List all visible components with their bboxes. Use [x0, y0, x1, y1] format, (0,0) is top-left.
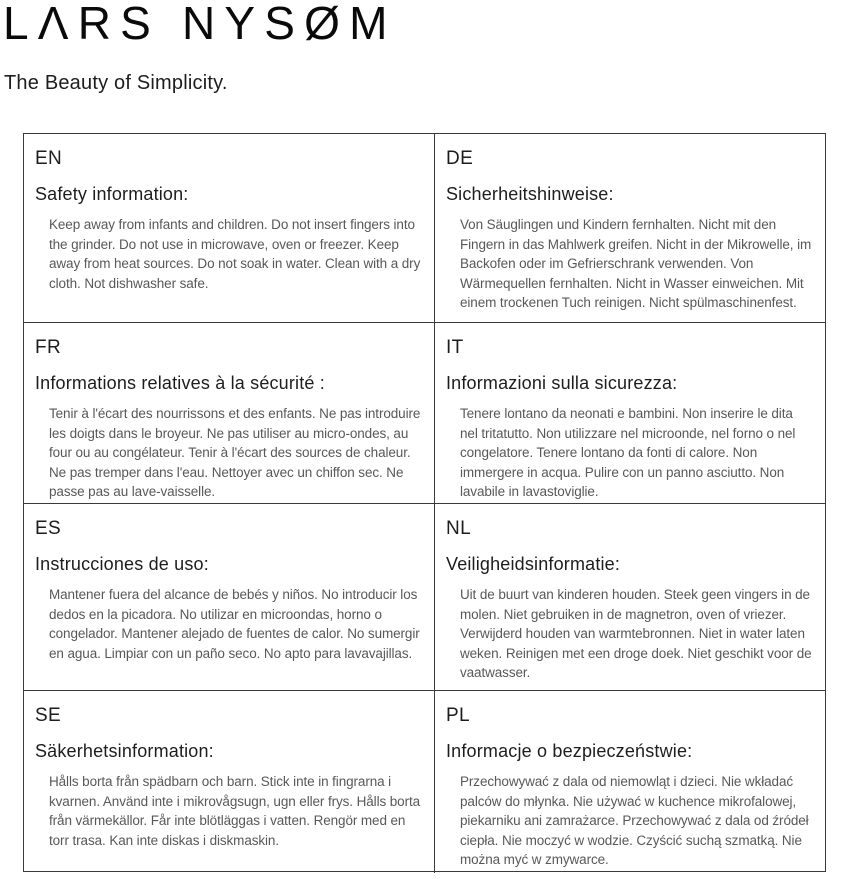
section-body-en: Keep away from infants and children. Do not insert fingers into the grinder. Do not use in microwave, oven or freezer. Keep away from heat sources. Do not soak in water. Clean with a dry cloth. Not dishwasher safe.: [49, 217, 421, 291]
section-heading-fr: Informations relatives à la sécurité :: [35, 373, 325, 393]
section-de: [435, 134, 825, 323]
section-body-se: Hålls borta från spädbarn och barn. Stick inte in fingrarna i kvarnen. Använd inte i mikrovågsugn, ugn eller frys. Hålls borta från värmekällor. Får inte blötläggas i vatten. Rengör med en torr trasa. Kan inte diskas i diskmaskin.: [49, 774, 421, 848]
language-grid: [23, 133, 826, 872]
language-code-it: IT: [446, 337, 464, 358]
section-body-fr: Tenir à l'écart des nourrissons et des enfants. Ne pas introduire les doigts dans le broyeur. Ne pas utiliser au micro-ondes, au four ou au congélateur. Tenir à l'écart des sources de chaleur. Ne pas tremper dans l'eau. Nettoyer avec un chiffon sec. Ne passe pas au lave-vaisselle.: [49, 406, 421, 499]
section-se: [24, 691, 435, 873]
section-pl: [435, 691, 825, 873]
language-code-nl: NL: [446, 518, 472, 539]
section-en: [24, 134, 435, 323]
section-es: [24, 504, 435, 691]
section-body-de: Von Säuglingen und Kindern fernhalten. Nicht mit den Fingern in das Mahlwerk greifen. Nicht in der Mikrowelle, im Backofen oder im Gefrierschrank verwenden. Von Wärmequellen fernhalten. Nicht in Wasser einweichen. Mit einem trockenen Tuch reinigen. Nicht spülmaschinenfest.: [460, 217, 812, 310]
section-heading-de: Sicherheitshinweise:: [446, 184, 614, 204]
language-code-se: SE: [35, 705, 62, 726]
section-nl: [435, 504, 825, 691]
section-fr: [24, 323, 435, 504]
language-code-fr: FR: [35, 337, 62, 358]
language-code-pl: PL: [446, 705, 470, 726]
section-heading-se: Säkerhetsinformation:: [35, 741, 214, 761]
section-heading-es: Instrucciones de uso:: [35, 554, 209, 574]
language-code-es: ES: [35, 518, 62, 539]
section-heading-it: Informazioni sulla sicurezza:: [446, 373, 678, 393]
section-body-es: Mantener fuera del alcance de bebés y niños. No introducir los dedos en la picadora. No utilizar en microondas, horno o congelador. Mantener alejado de fuentes de calor. No sumergir en agua. Limpiar con un paño seco. No apto para lavavajillas.: [49, 587, 420, 661]
section-body-pl: Przechowywać z dala od niemowląt i dzieci. Nie wkładać palców do młynka. Nie używać w kuchence mikrofalowej, piekarniku ani zamrażarce. Przechowywać z dala od źródeł ciepła. Nie moczyć w wodzie. Czyścić suchą szmatką. Nie można myć w zmywarce.: [460, 774, 809, 867]
brand-tagline: The Beauty of Simplicity.: [4, 72, 228, 94]
section-body-it: Tenere lontano da neonati e bambini. Non inserire le dita nel tritatutto. Non utilizzare nel microonde, nel forno o nel congelatore. Tenere lontano da fonti di calore. Non immergere in acqua. Pulire con un panno asciutto. Non lavabile in lavastoviglie.: [460, 406, 796, 499]
section-heading-en: Safety information:: [35, 184, 189, 204]
section-heading-pl: Informacje o bezpieczeństwie:: [446, 741, 693, 761]
section-it: [435, 323, 825, 504]
section-heading-nl: Veiligheidsinformatie:: [446, 554, 621, 574]
brand-logo: LΛRS NYSØM: [3, 0, 397, 49]
language-code-de: DE: [446, 148, 474, 169]
language-code-en: EN: [35, 148, 63, 169]
section-body-nl: Uit de buurt van kinderen houden. Steek geen vingers in de molen. Niet gebruiken in de magnetron, oven of vriezer. Verwijderd houden van warmtebronnen. Niet in water laten weken. Reinigen met een droge doek. Niet geschikt voor de vaatwasser.: [460, 587, 812, 680]
